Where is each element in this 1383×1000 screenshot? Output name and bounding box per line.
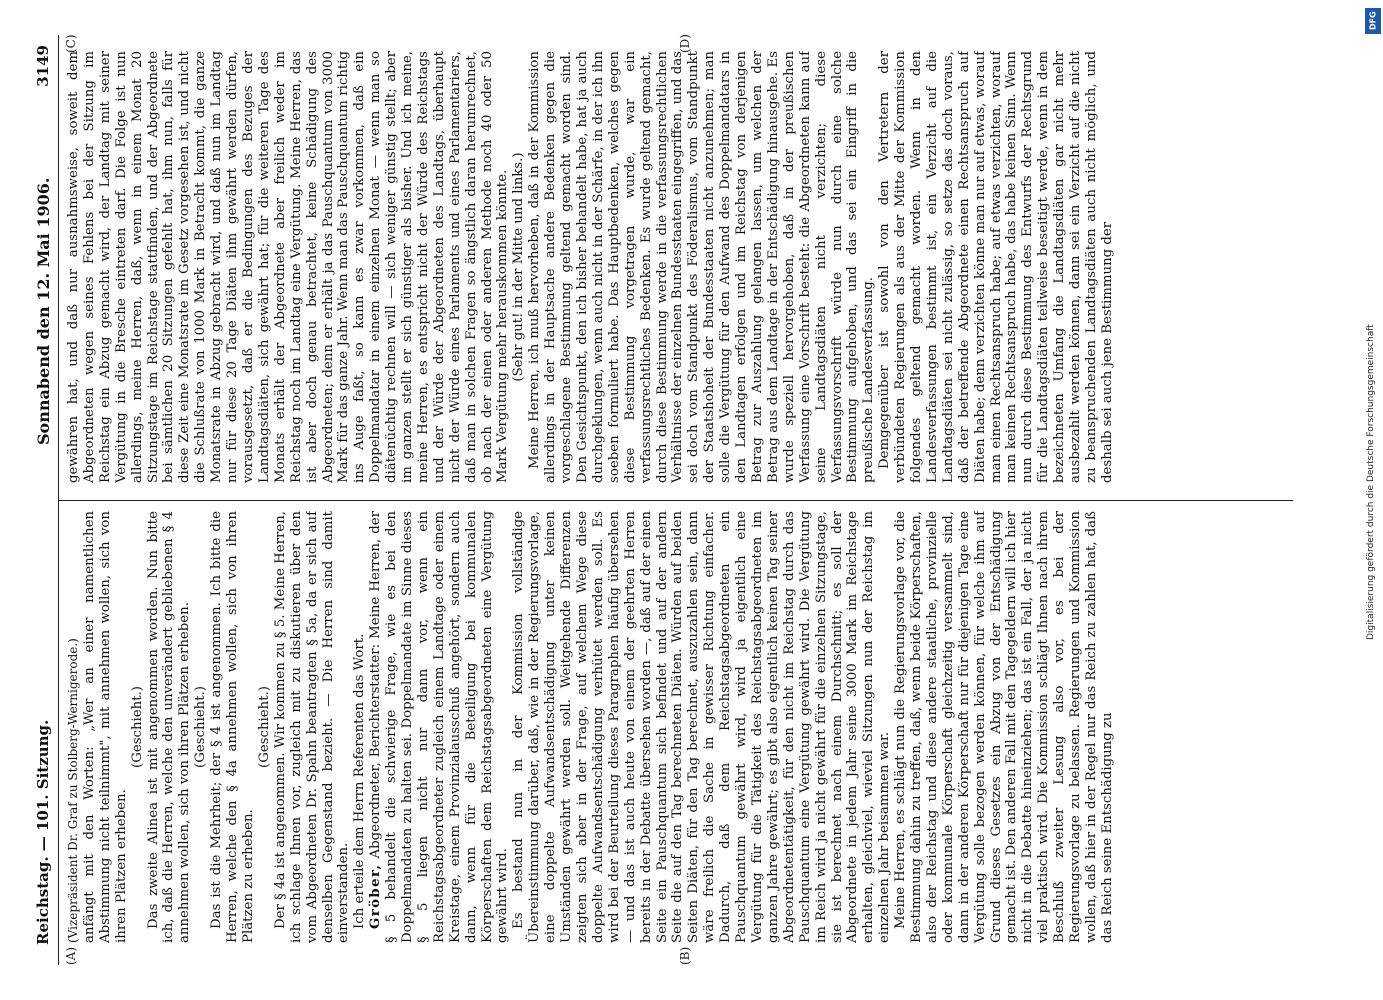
paragraph: Ich erteile dem Herrn Referenten das Wort. [352,633,368,929]
paragraph: gewähren hat, und daß nur ausnahmsweise, soweit dem Abgeordneten wegen seines Fehlens bei der Sitzung im Reichstag ein Abzug gemacht wird, der Landtag mit seiner Vergütung in die Bresche eintreten darf. Die Folge ist nun allerdings, meine Herren, daß, wenn in einem Monat 20 Sitzungstage im Reichstage stattfinden, und der Abgeordnete bei sämtlichen 20 Sitzungen gefehlt hat, ihm nun, falls für diese Zeit eine Monatsrate im Gesetz vorgesehen ist, und nicht die Schlußrate von 1000 Mark in Betracht kommt, die ganze Monatsrate in Abzug gebracht wird, und daß nun im Landtag nur für diese 20 Tage Diäten ihm gewährt werden dürfen, vorausgesetzt, daß er die Bedingungen des Bezuges der Landtagsdiäten, sich gewährt hat; für die weiteren Tage des Monats erhält der Abgeordnete aber freilich weder im Reichstag noch im Landtag eine Vergütung. Meine Herren, das ist aber doch genau betrachtet, keine Schädigung des Abgeordneten; denn er erhält ja das Pauschquantum von 3000 Mark für das ganze Jahr. Wenn man das Pauschquantum richtig ins Auge faßt, so kann es zwar vorkommen, daß ein Doppelmandatar in einem einzelnen Monat — wenn man so diätenüchtig rechnen will — sich weniger günstig stellt; aber im ganzen stellt er sich günstiger als bisher. Und ich meine, meine Herren, es entspricht nicht der Würde des Reichstags und der Würde der Abgeordneten des Landtags, überhaupt nicht der Würde eines Parlaments und eines Parlamentariers, daß man in solchen Fragen so ängstlich daran herumrechnet, ob nach der einen oder anderen Methode noch 40 oder 50 Mark Vergütung mehr herauskommen könnte. [66,51,511,483]
speaker-name: Gröber, [368,863,384,929]
margin-mark-d: (D) [678,34,692,53]
digitization-credit [1363,0,1383,1000]
credit-text: Digitalisierung gefördert durch die Deutsche Forschungsgemeinschaft [1366,324,1376,640]
speech-text: Abgeordneter, Berichterstatter: Meine Herren, der § 5 behandelt die schwierige Frage, wie es bei den Doppelmandaten zu halten sei. Doppelmandate im Sinne dieses § 5 liegen nicht nur dann vor, wenn ein Reichstagsabgeordneter zugleich einem Landtage oder einem Kreistage, einem Provinzialausschuß angehört, sondern auch dann, wenn für die Beteiligung bei kommunalen Körperschaften dem Reichstagsabgeordneten eine Vergütung gewährt wird. [368,511,511,943]
margin-mark-a: (A) [64,946,78,965]
paragraph: Das zweite Alinea ist mit angenommen worden. Nun bitte ich, daß die Herren, welche den unverändert gebliebenen § 4 annehmen wollen, sich von ihren Plätzen erheben. [145,511,193,943]
paragraph: Meine Herren, ich muß hervorheben, daß in der Kommission allerdings in der Hauptsache andere Bedenken gegen die vorgeschlagene Bestimmung geltend gemacht worden sind. Den Gesichtspunkt, den ich bisher behandelt habe, hat ja auch durchgeklungen, wenn auch nicht in der Schärfe, in der ich ihn soeben formuliert habe. Das Hauptbedenken, welches gegen diese Bestimmung vorgetragen wurde, war ein verfassungsrechtliches Bedenken. Es wurde geltend gemacht, durch diese Bestimmung werde in die verfassungsrechtlichen Verhältnisse der einzelnen Bundesstaaten eingegriffen, und das sei doch vom Standpunkt des Föderalismus, vom Standpunkt der Staatshoheit der Bundesstaaten nicht anzunehmen; man solle die Vergütung für den Aufwand des Doppelmandatars in den Landtagen erfolgen und im Reichstag von derjenigen Betrag zur Auszahlung gelangen lassen, um welchen der Betrag aus dem Landtage in der Entschädigung hinausgehe. Es wurde speziell hervorgehoben, daß in der preußischen Verfassung eine Vorschrift besteht: die Abgeordneten kann auf seine Landtagsdiäten nicht verzichten; diese Verfassungsvorschrift würde nun durch eine solche Bestimmung aufgehoben, und das sei ein Eingriff in die preußische Landesverfassung. [527,51,877,483]
margin-mark-b: (B) [678,946,692,965]
speech-paragraph [368,511,511,943]
left-column [66,511,1291,943]
reaction: (Sehr gut! in der Mitte und links.) [511,152,527,382]
speaker-line: (Vizepräsident Dr. Graf zu Stolberg-Wernigerode.) [66,638,80,943]
header-session: Reichstag. — 101. Sitzung. [34,719,52,945]
rotated-page [28,35,1298,965]
column-divider [58,500,1293,501]
margin-mark-c: (C) [64,34,78,53]
reaction: (Geschieht.) [129,686,145,768]
page-header [28,35,58,965]
paragraph: anfängt mit den Worten: „Wer an einer namentlichen Abstimmung nicht teilnimmt", mit annehmen wollen, sich von ihren Plätzen erheben. [81,511,129,943]
header-date: Sonnabend den 12. Mai 1906. [34,177,53,445]
right-column [66,51,1291,483]
paragraph: Es bestand nun in der Kommission vollständige Übereinstimmung darüber, daß, wie in der Regierungsvorlage, eine doppelte Aufwandsentschädigung unter keinen Umständen gewährt werden soll. Weitgehende Differenzen zeigten sich aber in der Frage, auf welchem Wege diese doppelte Aufwandsentschädigung verhütet werden soll. Es wird bei der Beurteilung dieses Paragraphen häufig übersehen — und das ist auch heute von einem der geehrten Herren bereits in der Debatte übersehen worden —, daß auf der einen Seite ein Pauschquantum sich befindet und auf der andern Seite die auf den Tag berechneten Diäten. Würden auf beiden Seiten Diäten, für den Tag berechnet, auszuzahlen sein, dann wäre freilich die Sache in gewisser Richtung einfacher. Dadurch, daß dem Reichstagsabgeordneten ein Pauschquantum gewährt wird, wird ja eigentlich eine Vergütung für die Tätigkeit des Reichstagsabgeordneten im ganzen Jahre gewährt; es gibt also eigentlich keinen Tag seiner Abgeordnetentätigkeit, für den nicht im Reichstag durch das Pauschquantum eine Vergütung gewährt wird. Die Vergütung im Reich wird ja nicht gewährt für die einzelnen Sitzungstage, sie ist berechnet nach einem Durchschnitt; es soll der Abgeordnete in jedem Jahr seine 3000 Mark im Reichstage erhalten, gleichviel, wieviel Sitzungen nun der Reichstag im einzelnen Jahr beisammen war. [511,511,893,943]
reaction: (Geschieht.) [256,686,272,768]
paragraph: Das ist die Mehrheit; der § 4 ist angenommen. Ich bitte die Herren, welche den § 4a annehmen wollen, sich von ihren Plätzen zu erheben. [209,511,256,943]
paragraph: Der § 4a ist angenommen. Wir kommen zu § 5. Meine Herren, ich schlage Ihnen vor, zugleich mit zu diskutieren über den vom Abgeordneten Dr. Spahn beantragten § 5a, da er sich auf denselben Gegenstand bezieht. — Die Herren sind damit einverstanden. [272,511,352,943]
dfg-logo: DFG [1365,8,1381,34]
reaction: (Geschieht.) [193,686,209,768]
page-number: 3149 [34,45,52,87]
paragraph: Meine Herren, es schlägt nun die Regierungsvorlage vor, die Bestimmung dahin zu treffen, daß, wenn beide Körperschaften, also der Reichstag und diese andere staatliche, provinzielle oder kommunale Körperschaft gleichzeitig versammelt sind, dann in der anderen Körperschaft nur für diejenigen Tage eine Vergütung solle bezogen werden können, für welche ihm auf Grund dieses Gesetzes ein Abzug von der Entschädigung gemacht ist. Den anderen Fall mit den Tagegeldern will ich hier nicht in die Debatte hineinziehen; das ist ein Fall, der ja nicht viel praktisch wird. Die Kommission schlägt Ihnen nach ihrem Beschluß zweiter Lesung also vor, es bei der Regierungsvorlage zu belassen. Regierungen und Kommission wollen, daß hier in der Regel nur das Reich zu zahlen hat, daß das Reich seine Entschädigung zu [893,511,1115,943]
paragraph: Demgegenüber ist sowohl von den Vertretern der verbündeten Regierungen als aus der Mitte der Kommission folgendes geltend gemacht worden. Wenn in den Landesverfassungen bestimmt ist, ein Verzicht auf die Landtagsdiäten sei nicht zulässig, so setze das doch voraus, daß der betreffende Abgeordnete einen Rechtsanspruch auf Diäten habe; denn verzichten könne man nur auf etwas, worauf man einen Rechtsanspruch habe; auf etwas verzichten, worauf man keinen Rechtsanspruch habe, das habe keinen Sinn. Wenn nun durch diese Bestimmung des Entwurfs der Rechtsgrund für die Landtagsdiäten teilweise beseitigt werde, wenn in dem bezeichneten Umfang die Landtagsdiäten gar nicht mehr ausbezahlt werden können, dann sei ein Verzicht auf die nicht zu beanspruchenden Landtagsdiäten auch nicht möglich, und deshalb sei auch jene Bestimmung der [877,51,1115,483]
